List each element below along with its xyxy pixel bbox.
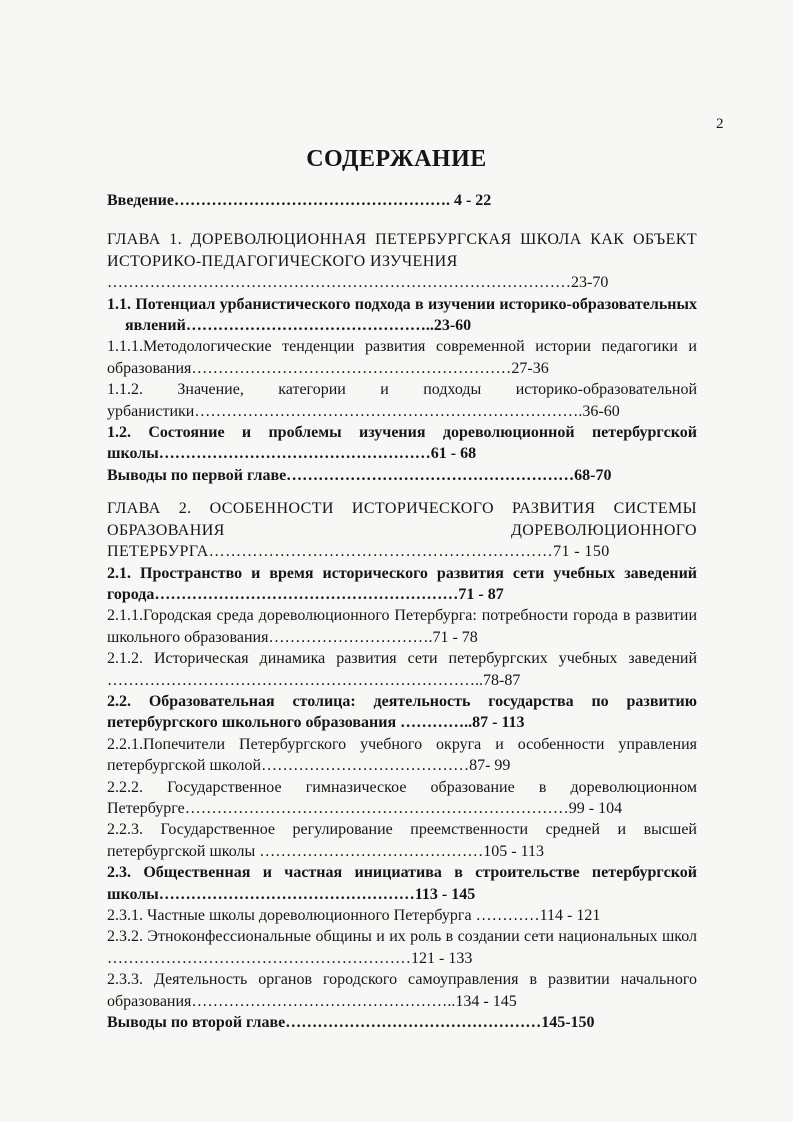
page-title: СОДЕРЖАНИЕ (306, 146, 487, 172)
toc-entry[interactable]: 2.3.2. Этноконфессиональные общины и их роль в создании сети национальных школ …………………………………………………121 - 133 (107, 928, 697, 967)
table-of-contents (107, 190, 697, 1033)
chapter2-heading[interactable]: ГЛАВА 2. ОСОБЕННОСТИ ИСТОРИЧЕСКОГО РАЗВИТИЯ СИСТЕМЫ ОБРАЗОВАНИЯ ДОРЕВОЛЮЦИОННОГО ПЕТЕРБУРГА………………………………………………………71 - 150 (107, 500, 697, 561)
chapter2-items (107, 563, 697, 1034)
toc-entry[interactable]: 2.1.1.Городская среда дореволюционного Петербурга: потребности города в развитии школьного образования………………………….71 - 78 (107, 607, 697, 646)
toc-entry[interactable]: Выводы по второй главе…………………………………………145-150 (107, 1014, 595, 1032)
toc-entry[interactable]: 2.2.2. Государственное гимназическое образование в дореволюционном Петербурге………………………………………………………………99 - 104 (107, 778, 697, 817)
toc-intro[interactable]: Введение……………………………………………. 4 - 22 (107, 192, 492, 209)
toc-entry[interactable]: 1.1.1.Методологические тенденции развития современной истории педагогики и образования……………………………………………………27-36 (107, 338, 697, 377)
toc-entry[interactable]: 2.2.3. Государственное регулирование преемственности средней и высшей петербургской школы ……………………………………105 - 113 (107, 821, 697, 860)
page-number: 2 (716, 116, 724, 132)
chapter1-items (107, 294, 697, 487)
toc-entry[interactable]: 2.1.2. Историческая динамика развития сети петербургских учебных заведений ……………………………………………………………..78-87 (107, 650, 697, 689)
chapter1-heading[interactable]: ГЛАВА 1. ДОРЕВОЛЮЦИОННАЯ ПЕТЕРБУРГСКАЯ ШКОЛА КАК ОБЪЕКТ ИСТОРИКО-ПЕДАГОГИЧЕСКОГО ИЗУЧЕНИЯ (107, 231, 697, 270)
toc-entry[interactable]: 2.1. Пространство и время исторического развития сети учебных заведений города…………………………………………………71 - 87 (107, 564, 697, 603)
toc-entry[interactable]: 2.3.1. Частные школы дореволюционного Петербурга …………114 - 121 (107, 907, 601, 924)
toc-entry[interactable]: 2.3.3. Деятельность органов городского самоуправления в развитии начального образования…………………………………………..134 - 145 (107, 971, 697, 1010)
toc-entry[interactable]: 2.2.1.Попечители Петербургского учебного округа и особенности управления петербургской школой…………………………………87- 99 (107, 735, 697, 775)
toc-entry[interactable]: 1.1.2. Значение, категории и подходы историко-образовательной урбанистики……………………………………………………………….36-60 (107, 381, 697, 420)
toc-entry[interactable]: 1.1. Потенциал урбанистического подхода в изучении историко-образовательных явлений………………………………………..23-60 (107, 295, 697, 335)
toc-entry[interactable]: 2.3. Общественная и частная инициатива в строительстве петербургской школы…………………………………………113 - 145 (107, 864, 697, 903)
toc-entry[interactable]: Выводы по первой главе………………………………………………68-70 (107, 466, 612, 484)
toc-entry[interactable]: 1.2. Состояние и проблемы изучения дореволюционной петербургской школы……………………………………………61 - 68 (107, 424, 697, 463)
toc-entry[interactable]: 2.2. Образовательная столица: деятельность государства по развитию петербургского школьного образования …………..87 - 113 (107, 692, 697, 732)
chapter1-heading-pages: ……………………………………………………………………………23-70 (107, 274, 609, 292)
